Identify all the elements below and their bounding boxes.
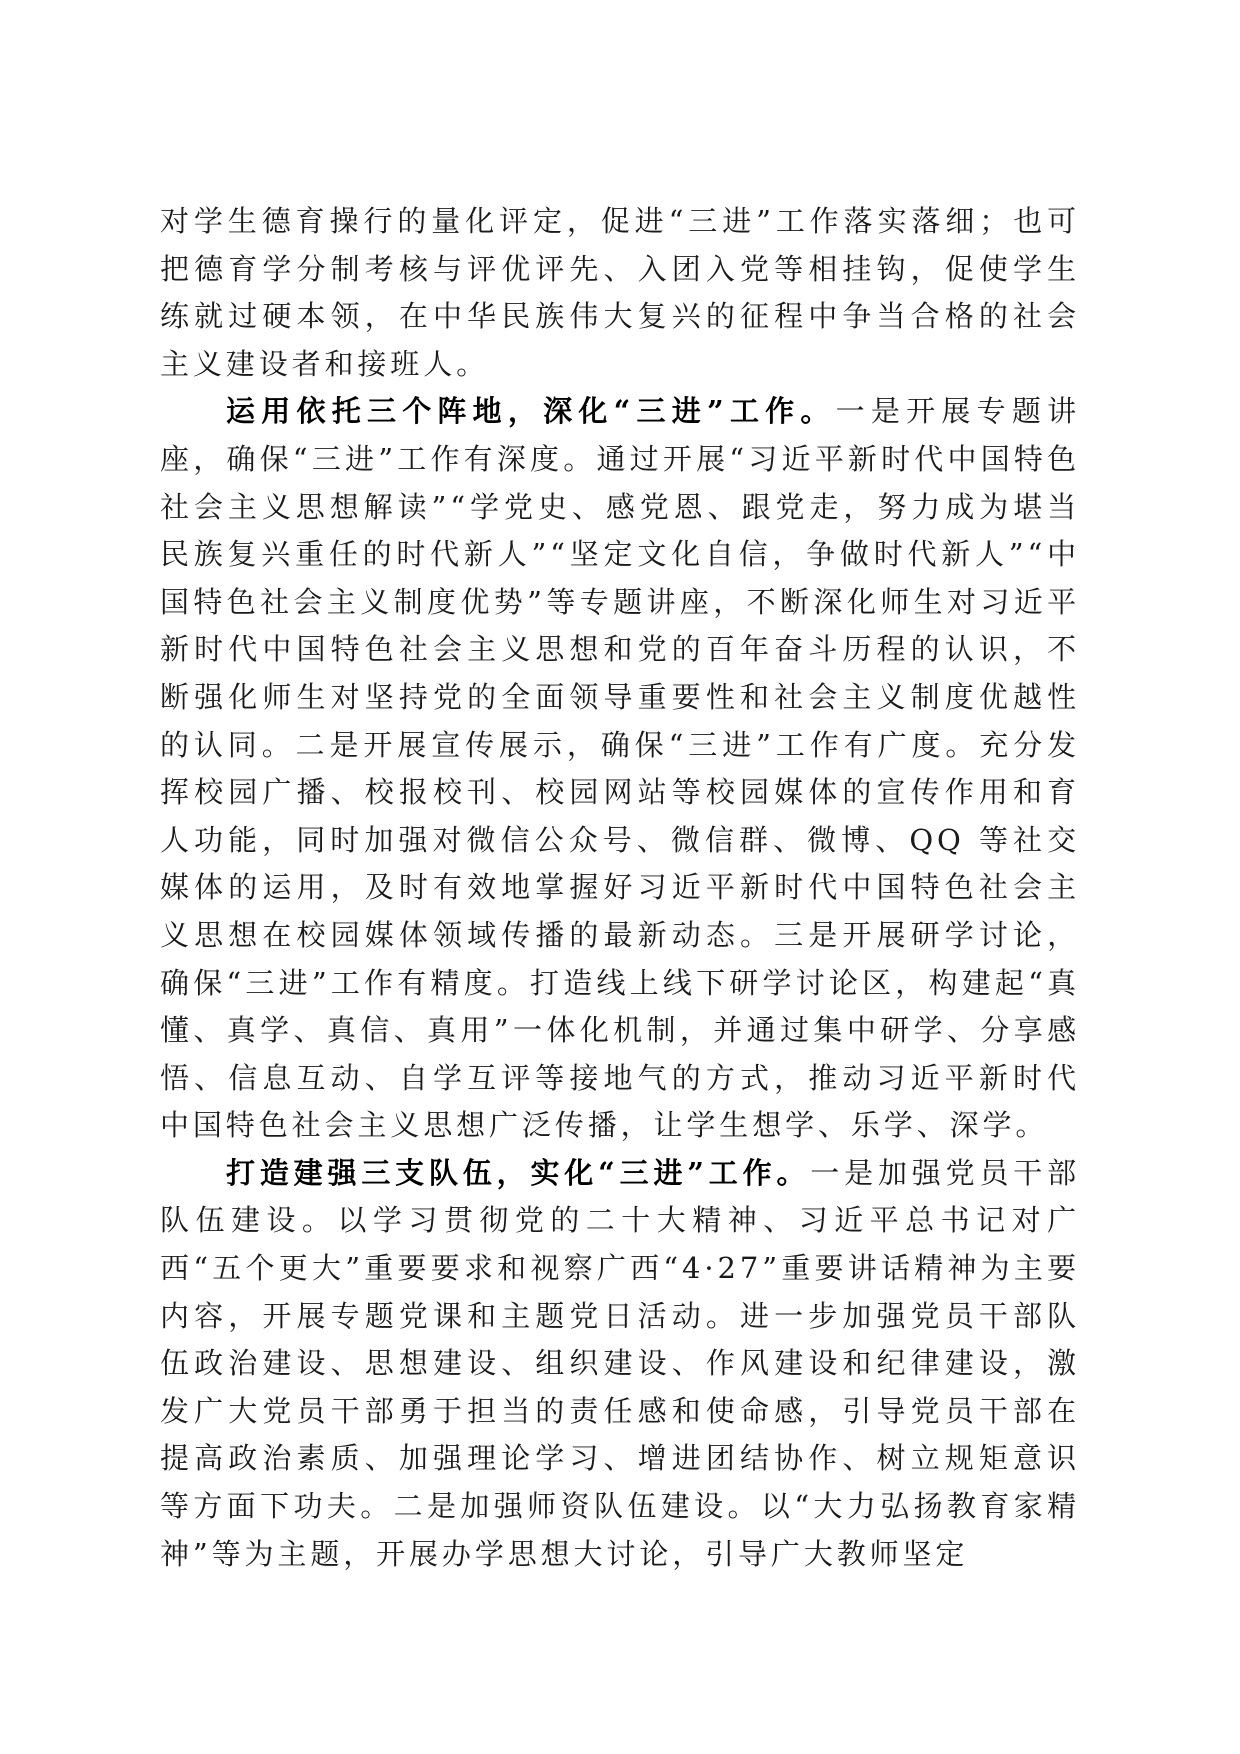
paragraph-2: [160, 388, 1080, 1150]
paragraph-2-heading: 运用依托三个阵地，深化“三进”工作。: [226, 394, 836, 429]
paragraph-3-heading: 打造建强三支队伍，实化“三进”工作。: [226, 1155, 811, 1190]
paragraph-1-text: 对学生德育操行的量化评定，促进“三进”工作落实落细；也可把德育学分制考核与评优评先、入团入党等相挂钩，促使学生练就过硬本领，在中华民族伟大复兴的征程中争当合格的社会主义建设者和接班人。: [160, 204, 1080, 381]
paragraph-3-text: 一是加强党员干部队伍建设。以学习贯彻党的二十大精神、习近平总书记对广西“五个更大”重要要求和视察广西“4·27”重要讲话精神为主要内容，开展专题党课和主题党日活动。进一步加强党员干部队伍政治建设、思想建设、组织建设、作风建设和纪律建设，激发广大党员干部勇于担当的责任感和使命感，引导党员干部在提高政治素质、加强理论学习、增进团结协作、树立规矩意识等方面下功夫。二是加强师资队伍建设。以“大力弘扬教育家精神”等为主题，开展办学思想大讨论，引导广大教师坚定: [160, 1155, 1081, 1571]
paragraph-1: [160, 198, 1080, 388]
paragraph-3: [160, 1150, 1080, 1578]
paragraph-2-text: 一是开展专题讲座，确保“三进”工作有深度。通过开展“习近平新时代中国特色社会主义思想解读”“学党史、感党恩、跟党走，努力成为堪当民族复兴重任的时代新人”“坚定文化自信，争做时代新人”“中国特色社会主义制度优势”等专题讲座，不断深化师生对习近平新时代中国特色社会主义思想和党的百年奋斗历程的认识，不断强化师生对坚持党的全面领导重要性和社会主义制度优越性的认同。二是开展宣传展示，确保“三进”工作有广度。充分发挥校园广播、校报校刊、校园网站等校园媒体的宣传作用和育人功能，同时加强对微信公众号、微信群、微博、QQ 等社交媒体的运用，及时有效地掌握好习近平新时代中国特色社会主义思想在校园媒体领域传播的最新动态。三是开展研学讨论，确保“三进”工作有精度。打造线上线下研学讨论区，构建起“真懂、真学、真信、真用”一体化机制，并通过集中研学、分享感悟、信息互动、自学互评等接地气的方式，推动习近平新时代中国特色社会主义思想广泛传播，让学生想学、乐学、深学。: [160, 394, 1080, 1143]
document-body: [160, 198, 1080, 1578]
